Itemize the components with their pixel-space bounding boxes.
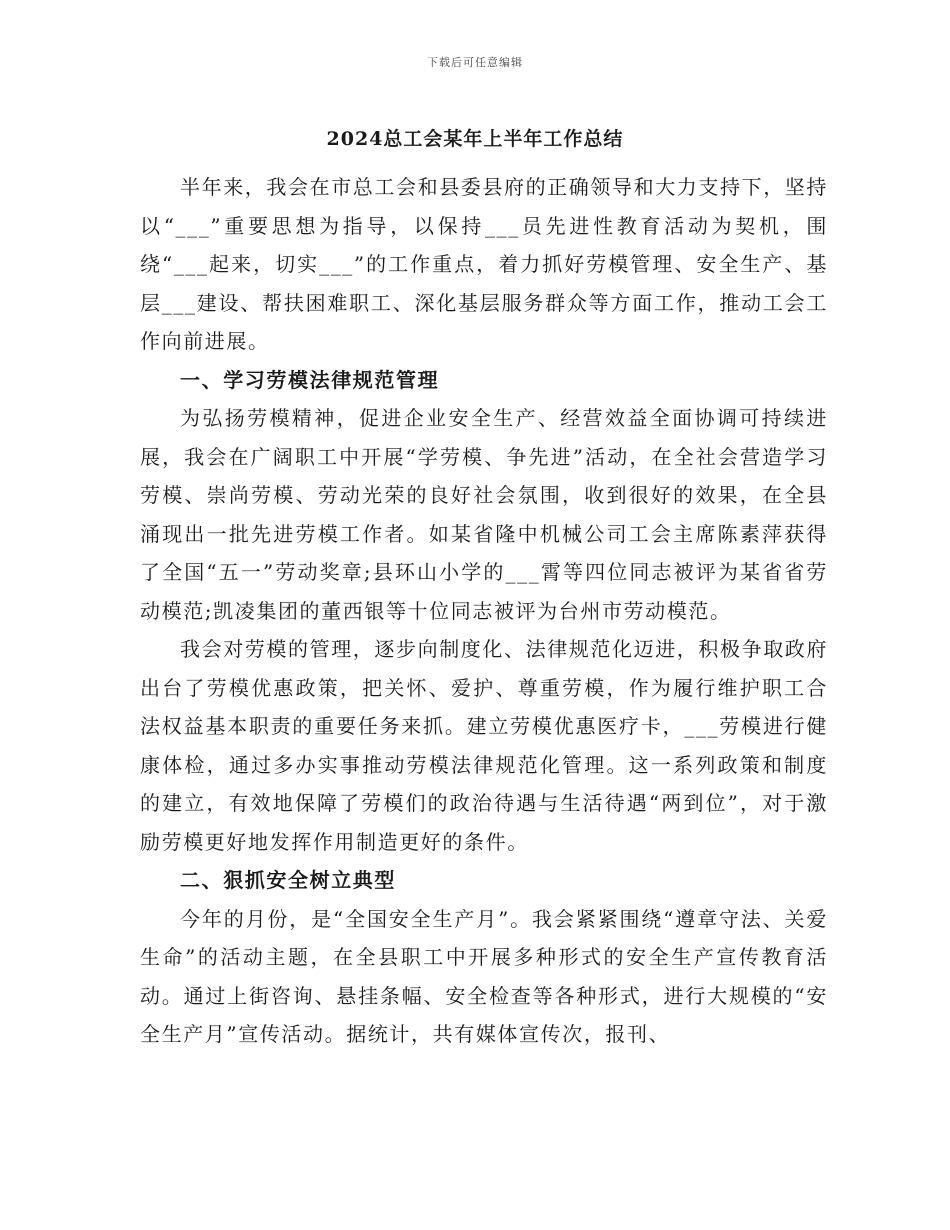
section-2-paragraph-1: 今年的月份，是“全国安全生产月”。我会紧紧围绕“遵章守法、关爱生命”的活动主题，在全县职工中开展多种形式的安全生产宣传教育活动。通过上街咨询、悬挂条幅、安全检查等各种形式，进行大规模的“安全生产月”宣传活动。据统计，共有媒体宣传次，报刊、	[140, 906, 828, 1046]
document-body	[140, 168, 828, 1054]
section-heading-1: 一、学习劳模法律规范管理	[180, 367, 440, 392]
intro-paragraph: 半年来，我会在市总工会和县委县府的正确领导和大力支持下，坚持以“___”重要思想为指导，以保持___员先进性教育活动为契机，围绕“___起来，切实___”的工作重点，着力抓好劳模管理、安全生产、基层___建设、帮扶困难职工、深化基层服务群众等方面工作，推动工会工作向前进展。	[140, 175, 828, 353]
section-heading-2: 二、狠抓安全树立典型	[180, 868, 396, 892]
header-note: 下载后可任意编辑	[427, 56, 523, 69]
section-1-paragraph-1: 为弘扬劳模精神，促进企业安全生产、经营效益全面协调可持续进展，我会在广阔职工中开展“学劳模、争先进”活动，在全社会营造学习劳模、崇尚劳模、劳动光荣的良好社会氛围，收到很好的效果，在全县涌现出一批先进劳模工作者。如某省隆中机械公司工会主席陈素萍获得了全国“五一”劳动奖章;县环山小学的___霄等四位同志被评为某省省劳动模范;凯凌集团的董西银等十位同志被评为台州市劳动模范。	[140, 406, 828, 623]
section-1-paragraph-2: 我会对劳模的管理，逐步向制度化、法律规范化迈进，积极争取政府出台了劳模优惠政策，把关怀、爱护、尊重劳模，作为履行维护职工合法权益基本职责的重要任务来抓。建立劳模优惠医疗卡，___劳模进行健康体检，通过多办实事推动劳模法律规范化管理。这一系列政策和制度的建立，有效地保障了劳模们的政治待遇与生活待遇“两到位”，对于激励劳模更好地发挥作用制造更好的条件。	[140, 637, 828, 854]
document-title: 2024总工会某年上半年工作总结	[326, 128, 624, 150]
